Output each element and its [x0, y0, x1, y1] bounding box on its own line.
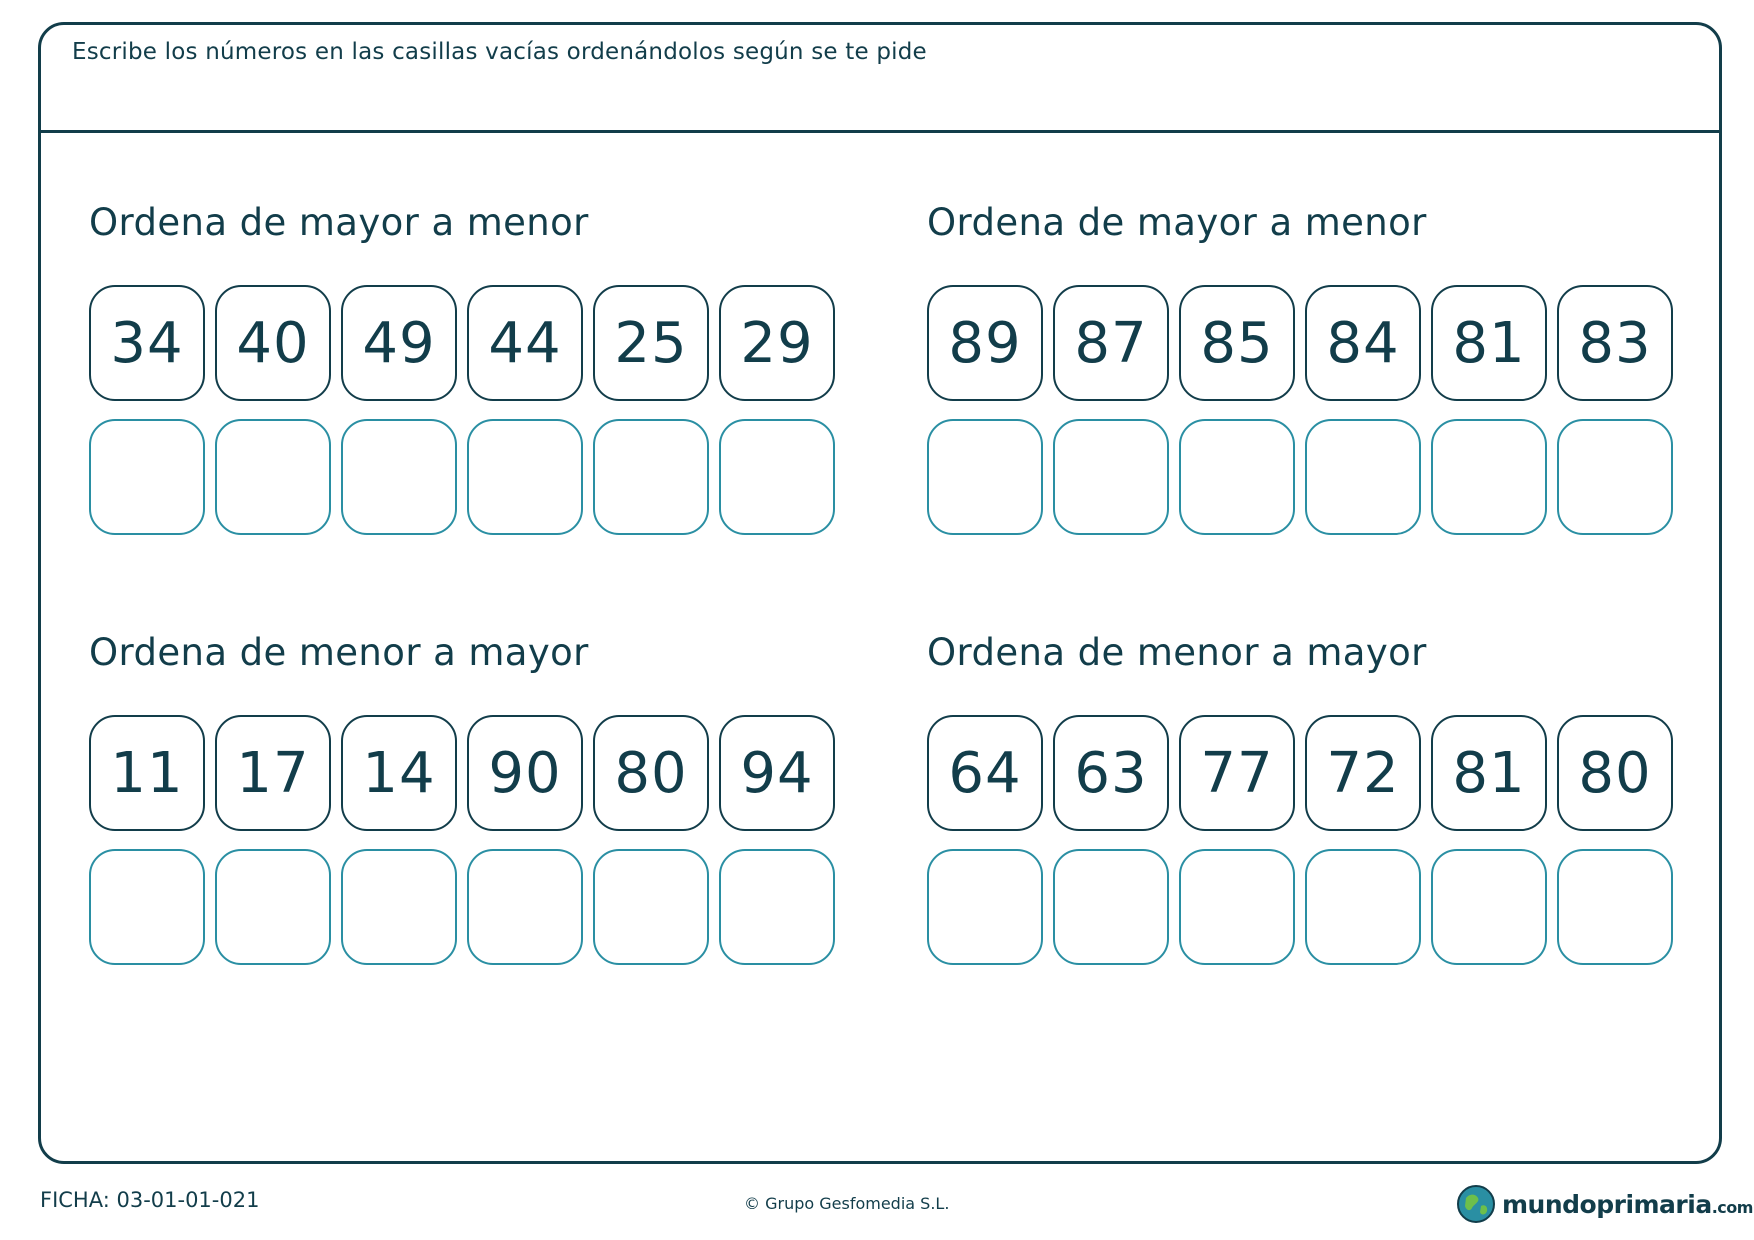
answer-box[interactable] — [1431, 419, 1547, 535]
answer-box[interactable] — [1179, 419, 1295, 535]
number-box: 11 — [89, 715, 205, 831]
answer-box[interactable] — [1053, 849, 1169, 965]
number-box: 40 — [215, 285, 331, 401]
number-box: 44 — [467, 285, 583, 401]
number-box: 63 — [1053, 715, 1169, 831]
number-box: 80 — [593, 715, 709, 831]
answer-box[interactable] — [341, 849, 457, 965]
answer-box[interactable] — [1179, 849, 1295, 965]
instructions-text: Escribe los números en las casillas vacías ordenándolos según se te pide — [72, 39, 927, 65]
number-box: 72 — [1305, 715, 1421, 831]
answer-box[interactable] — [1305, 849, 1421, 965]
answer-box[interactable] — [593, 849, 709, 965]
mundoprimaria-logo[interactable] — [1456, 1184, 1753, 1224]
answer-box[interactable] — [927, 419, 1043, 535]
answer-box[interactable] — [1557, 849, 1673, 965]
answer-box[interactable] — [1557, 419, 1673, 535]
number-box: 64 — [927, 715, 1043, 831]
number-box: 34 — [89, 285, 205, 401]
answer-box[interactable] — [89, 419, 205, 535]
answer-box[interactable] — [467, 849, 583, 965]
number-box: 83 — [1557, 285, 1673, 401]
number-box: 87 — [1053, 285, 1169, 401]
answer-box[interactable] — [215, 419, 331, 535]
answer-box[interactable] — [467, 419, 583, 535]
answer-box[interactable] — [215, 849, 331, 965]
number-box: 81 — [1431, 285, 1547, 401]
number-box: 89 — [927, 285, 1043, 401]
answer-box[interactable] — [341, 419, 457, 535]
exercise-title: Ordena de mayor a menor — [89, 201, 589, 244]
answer-box[interactable] — [1305, 419, 1421, 535]
exercise-title: Ordena de mayor a menor — [927, 201, 1427, 244]
number-row — [89, 285, 835, 401]
number-box: 81 — [1431, 715, 1547, 831]
number-box: 17 — [215, 715, 331, 831]
number-box: 94 — [719, 715, 835, 831]
answer-box[interactable] — [719, 849, 835, 965]
answer-box[interactable] — [1053, 419, 1169, 535]
answer-row — [927, 419, 1673, 535]
number-row — [927, 715, 1673, 831]
answer-box[interactable] — [927, 849, 1043, 965]
worksheet-code: FICHA: 03-01-01-021 — [40, 1188, 260, 1212]
answer-box[interactable] — [719, 419, 835, 535]
answer-row — [927, 849, 1673, 965]
logo-tld: .com — [1711, 1197, 1753, 1217]
globe-icon — [1456, 1184, 1496, 1224]
number-box: 80 — [1557, 715, 1673, 831]
number-box: 49 — [341, 285, 457, 401]
answer-box[interactable] — [593, 419, 709, 535]
answer-box[interactable] — [89, 849, 205, 965]
number-box: 14 — [341, 715, 457, 831]
copyright-notice: © Grupo Gesfomedia S.L. — [744, 1194, 950, 1213]
number-box: 25 — [593, 285, 709, 401]
exercise-title: Ordena de menor a mayor — [89, 631, 589, 674]
number-box: 90 — [467, 715, 583, 831]
logo-name: mundoprimaria — [1502, 1189, 1712, 1219]
number-row — [89, 715, 835, 831]
exercise-title: Ordena de menor a mayor — [927, 631, 1427, 674]
number-box: 77 — [1179, 715, 1295, 831]
instructions-header — [41, 25, 1719, 133]
number-box: 84 — [1305, 285, 1421, 401]
answer-row — [89, 849, 835, 965]
answer-box[interactable] — [1431, 849, 1547, 965]
logo-wordmark — [1502, 1190, 1753, 1219]
answer-row — [89, 419, 835, 535]
number-box: 29 — [719, 285, 835, 401]
number-row — [927, 285, 1673, 401]
worksheet-frame — [38, 22, 1722, 1164]
number-box: 85 — [1179, 285, 1295, 401]
